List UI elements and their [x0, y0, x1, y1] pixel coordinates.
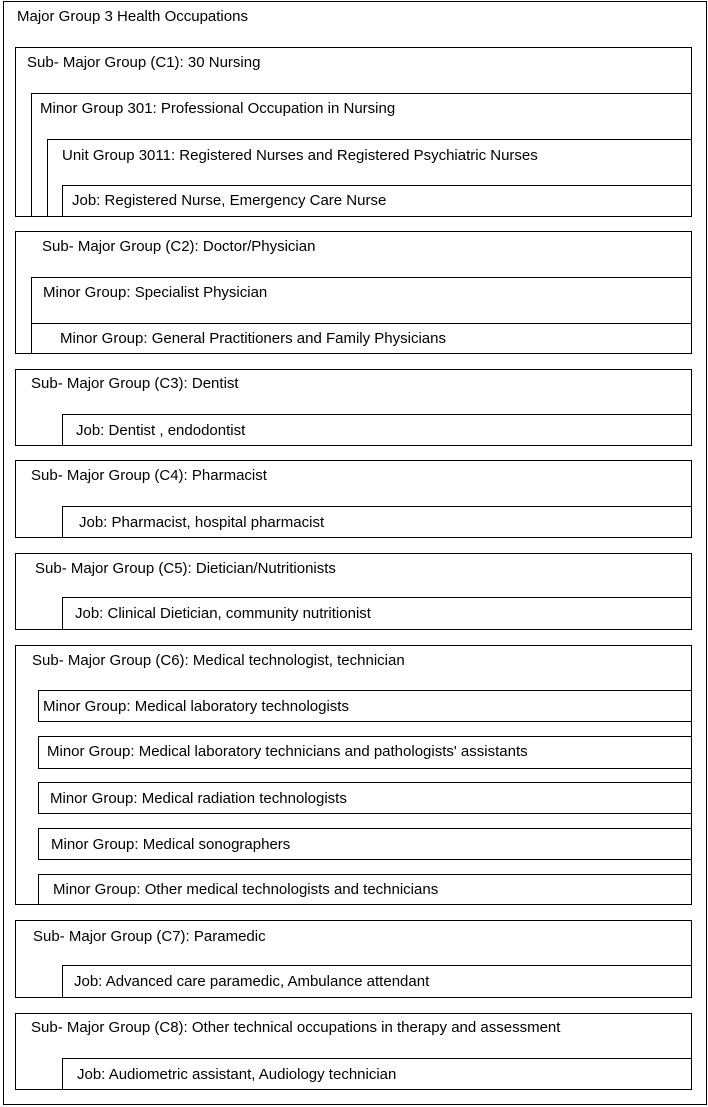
c3-job-label: Job: Dentist , endodontist [76, 422, 246, 439]
c1-title: Sub- Major Group (C1): 30 Nursing [27, 54, 261, 71]
c6-minor-label-5: Minor Group: Other medical technologists and technicians [53, 881, 439, 898]
c5-title: Sub- Major Group (C5): Dietician/Nutritionists [35, 560, 336, 577]
c7-job-label: Job: Advanced care paramedic, Ambulance attendant [74, 973, 430, 990]
c4-job-label: Job: Pharmacist, hospital pharmacist [79, 514, 325, 531]
c3-title: Sub- Major Group (C3): Dentist [31, 375, 239, 392]
c1-job-label: Job: Registered Nurse, Emergency Care Nurse [72, 192, 387, 209]
c6-minor-label-4: Minor Group: Medical sonographers [51, 836, 291, 853]
c8-title: Sub- Major Group (C8): Other technical occupations in therapy and assessment [31, 1019, 561, 1036]
c2-minor-label-1: Minor Group: Specialist Physician [43, 284, 268, 301]
c6-minor-label-3: Minor Group: Medical radiation technologists [50, 790, 347, 807]
c1-unit-label: Unit Group 3011: Registered Nurses and Registered Psychiatric Nurses [62, 147, 538, 164]
c4-title: Sub- Major Group (C4): Pharmacist [31, 467, 267, 484]
major-group-title: Major Group 3 Health Occupations [17, 8, 248, 25]
c6-minor-label-1: Minor Group: Medical laboratory technologists [43, 698, 349, 715]
c5-job-label: Job: Clinical Dietician, community nutritionist [75, 605, 371, 622]
c6-title: Sub- Major Group (C6): Medical technologist, technician [32, 652, 405, 669]
c6-group-box [15, 645, 692, 905]
c6-minor-label-2: Minor Group: Medical laboratory technicians and pathologists' assistants [47, 743, 528, 760]
c2-title: Sub- Major Group (C2): Doctor/Physician [42, 238, 316, 255]
c1-minor-label: Minor Group 301: Professional Occupation in Nursing [40, 100, 396, 117]
c2-minor-label-2: Minor Group: General Practitioners and Family Physicians [60, 330, 446, 347]
c7-title: Sub- Major Group (C7): Paramedic [33, 928, 266, 945]
c8-job-label: Job: Audiometric assistant, Audiology technician [77, 1066, 397, 1083]
